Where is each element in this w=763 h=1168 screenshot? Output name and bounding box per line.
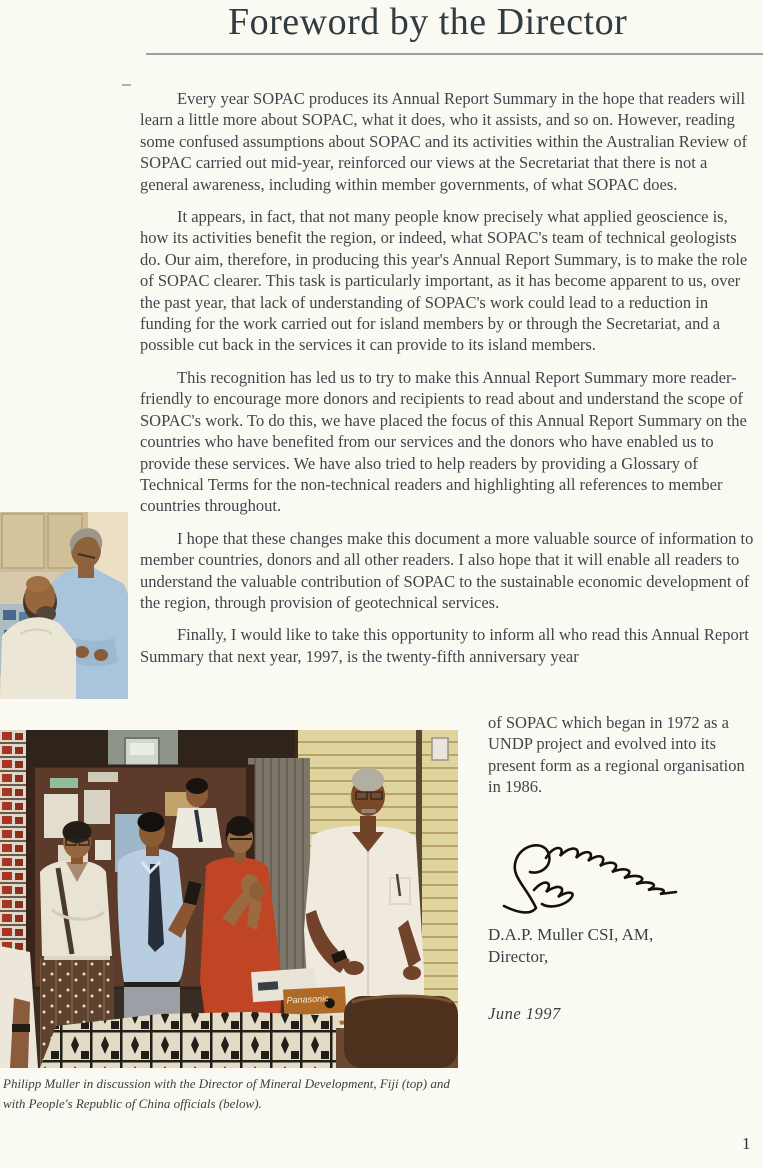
page-title: Foreword by the Director [228,1,628,43]
signature-image [490,828,702,924]
photo-bottom-illustration [0,730,458,1068]
signatory-title: Director, [488,946,549,966]
paragraph-1: Every year SOPAC produces its Annual Report Summary in the hope that readers will learn a little more about SOPAC, what it does, who it assists, and so on. However, reading some confused assumptions about SOPAC and its activities within the Australian Review of SOPAC carried out mid-year, reinforced our views at the Secretariat that there is not a general awareness, including within member governments, of what SOPAC does. [140,89,748,194]
page-number: 1 [742,1134,751,1153]
bottom-section [0,712,763,1068]
photo-top-illustration [0,512,128,699]
paragraph-5-intro: Finally, I would like to take this opportunity to inform all who read this Annual Report Summary that next year, 1997, is the twenty-fifth anniversary year [140,625,749,666]
paragraph-4: I hope that these changes make this document a more valuable source of information to member countries, donors and all other readers. I also hope that it will enable all readers to understand the valuable contribution of SOPAC to the sustainable economic development of the region, through provision of geotechnical services. [140,528,754,612]
photo-top-discussion [0,512,128,699]
paragraph-5-continuation: of SOPAC which began in 1972 as a UNDP project and evolved into its present form as a regional organisation in 1986. [488,713,745,797]
signatory-name: D.A.P. Muller CSI, AM, [488,924,654,944]
scan-mark [122,84,131,86]
title-rule [146,53,763,55]
photo-bottom-group [0,730,458,1068]
body-text [140,88,758,678]
paragraph-3: This recognition has led us to try to make this Annual Report Summary more reader-friendly to encourage more donors and recipients to read about and understand the scope of SOPAC's work. To do this, we have placed the focus of this Annual Report Summary on the countries who have benefited from our services and the donors who have enabled us to provide these services. We have also tried to help readers by providing a Glossary of Technical Terms for the non-technical readers and highlighting all references to member countries throughout. [140,367,747,516]
photo-caption: Philipp Muller in discussion with the Director of Mineral Development, Fiji (top) and with People's Republic of China officials (below). [3,1076,450,1111]
closing-column [488,712,760,1024]
panasonic-box-label: Panasonic [286,993,329,1006]
signature-date: June 1997 [488,1003,561,1023]
paragraph-2: It appears, in fact, that not many people know precisely what applied geoscience is, how its activities benefit the region, or indeed, what SOPAC's team of technical geologists do. Our aim, therefore, in producing this year's Annual Report Summary, is to make the role of SOPAC clearer. This task is particularly important, as it has become apparent to us, over the past year, that lack of understanding of SOPAC's work could lead to a reduction in funding for the work carried out for island members by or through the Secretariat, and a possible cut back in the services it can provide to its island members. [140,207,748,355]
